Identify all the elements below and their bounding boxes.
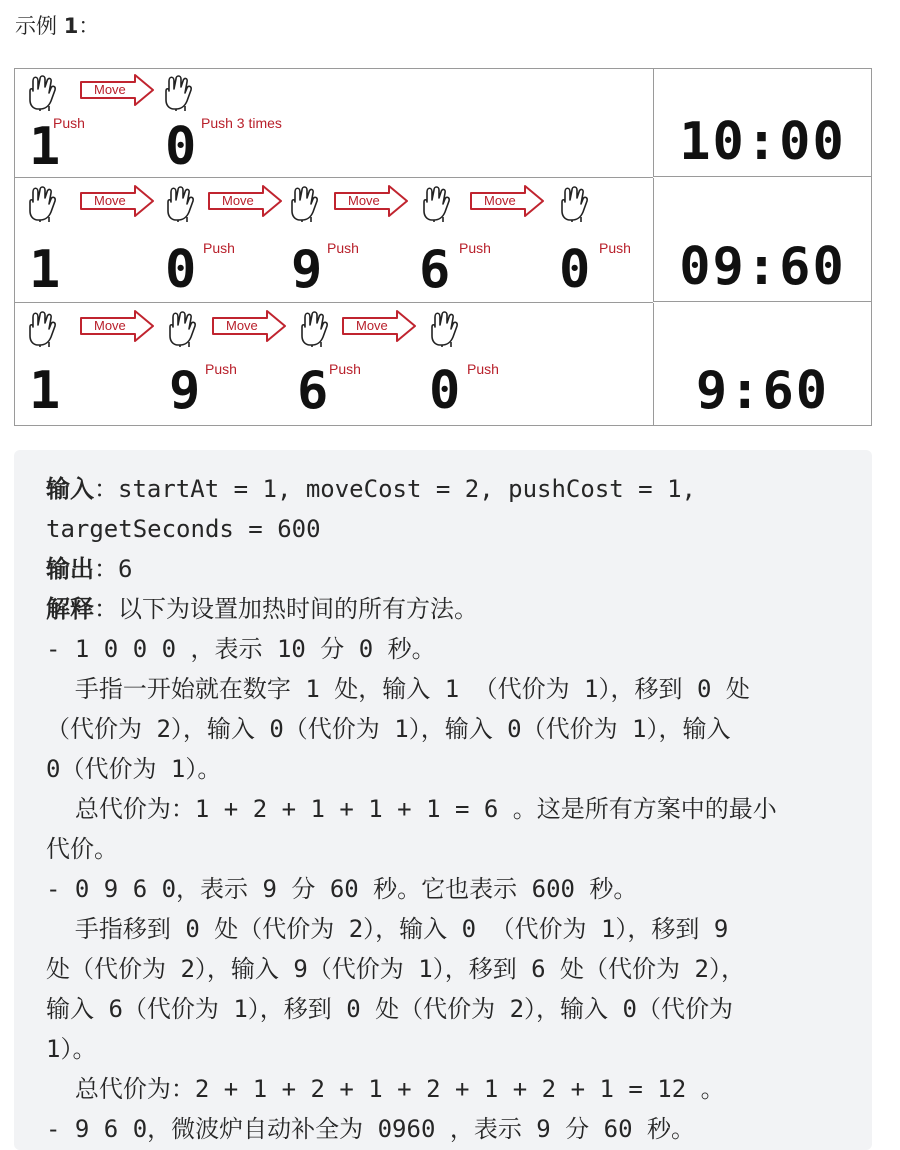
explanation-text: 输入 6（代价为 1），移到 0 处（代价为 2），输入 0（代价为	[46, 995, 733, 1023]
figure-time-1	[653, 69, 871, 177]
figure-row-1	[15, 69, 653, 178]
figure-time-2	[653, 178, 871, 302]
input-line-2: targetSeconds = 600	[46, 515, 321, 543]
digit: 6	[297, 361, 329, 421]
explanation-text: - 1 0 0 0 ，表示 10 分 0 秒。	[46, 635, 436, 663]
hand-icon	[429, 309, 459, 347]
move-label: Move	[484, 193, 516, 208]
input-line-1	[46, 469, 696, 509]
digit: 1	[29, 117, 61, 177]
digit: 6	[419, 240, 451, 300]
digit: 9	[169, 361, 201, 421]
hand-icon	[421, 184, 451, 222]
push-label: Push	[329, 361, 361, 377]
microwave-figure	[14, 68, 872, 426]
input-value-1: ：startAt = 1, moveCost = 2, pushCost = 1,	[94, 475, 696, 503]
push-label: Push	[599, 240, 631, 256]
example-heading	[15, 10, 99, 40]
explanation-text: 1）。	[46, 1035, 97, 1063]
move-label: Move	[348, 193, 380, 208]
explanation-text: - 9 6 0，微波炉自动补全为 0960 ，表示 9 分 60 秒。	[46, 1115, 695, 1143]
digit: 0	[429, 361, 461, 421]
display-time: 10:00	[679, 112, 846, 172]
digit: 1	[29, 361, 61, 421]
hand-icon	[289, 184, 319, 222]
input-label: 输入	[46, 475, 94, 503]
hand-icon	[165, 184, 195, 222]
figure-row-2	[15, 178, 653, 303]
explanation-text: 处（代价为 2），输入 9（代价为 1），移到 6 处（代价为 2），	[46, 955, 745, 983]
example-heading-number: 1	[63, 14, 79, 38]
push-label: Push	[327, 240, 359, 256]
digit: 9	[291, 240, 323, 300]
push-label: Push	[203, 240, 235, 256]
explanation-line	[46, 589, 478, 629]
explanation-label: 解释	[46, 595, 94, 623]
hand-icon	[27, 184, 57, 222]
figure-row-3	[15, 303, 653, 425]
digit: 0	[165, 240, 197, 300]
explanation-text: 总代价为：1 + 2 + 1 + 1 + 1 = 6 。这是所有方案中的最小	[46, 795, 777, 823]
explanation-text: （代价为 2），输入 0（代价为 1），输入 0（代价为 1），输入	[46, 715, 731, 743]
figure-time-3	[653, 303, 871, 425]
explanation-text: 总代价为：2 + 1 + 2 + 1 + 2 + 1 + 2 + 1 = 12 。	[46, 1075, 725, 1103]
move-label: Move	[94, 193, 126, 208]
explanation-text: 手指一开始就在数字 1 处，输入 1 （代价为 1），移到 0 处	[46, 675, 750, 703]
move-label: Move	[94, 318, 126, 333]
example-heading-colon: ：	[78, 14, 100, 38]
digit: 1	[29, 240, 61, 300]
hand-icon	[27, 73, 57, 111]
explanation-text: 0（代价为 1）。	[46, 755, 222, 783]
push-3-times-label: Push 3 times	[201, 115, 282, 131]
push-label: Push	[205, 361, 237, 377]
hand-icon	[299, 309, 329, 347]
move-label: Move	[356, 318, 388, 333]
move-label: Move	[222, 193, 254, 208]
display-time: 09:60	[679, 237, 846, 297]
explanation-text: 代价。	[46, 835, 118, 863]
hand-icon	[559, 184, 589, 222]
hand-icon	[27, 309, 57, 347]
move-label: Move	[226, 318, 258, 333]
hand-icon	[167, 309, 197, 347]
push-label: Push	[459, 240, 491, 256]
digit: 0	[559, 240, 591, 300]
output-line	[46, 549, 132, 589]
hand-icon	[163, 73, 193, 111]
push-label: Push	[53, 115, 85, 131]
push-label: Push	[467, 361, 499, 377]
digit: 0	[165, 117, 197, 177]
explanation-text: 手指移到 0 处（代价为 2），输入 0 （代价为 1），移到 9	[46, 915, 729, 943]
example-heading-label: 示例	[15, 14, 64, 38]
display-time: 9:60	[695, 361, 830, 421]
explanation-text: - 0 9 6 0，表示 9 分 60 秒。它也表示 600 秒。	[46, 875, 638, 903]
move-label: Move	[94, 82, 126, 97]
output-label: 输出	[46, 555, 94, 583]
output-value: ：6	[94, 555, 133, 583]
explanation-value: ：以下为设置加热时间的所有方法。	[94, 595, 478, 623]
